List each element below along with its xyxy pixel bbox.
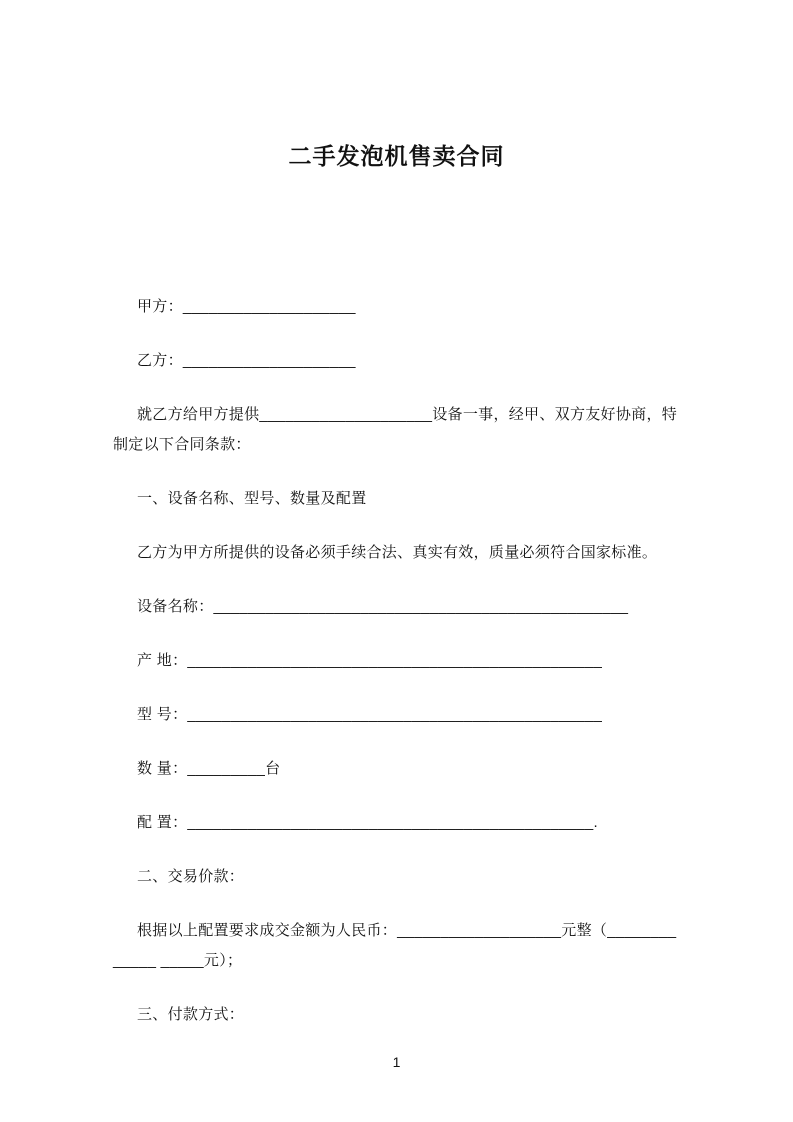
document-title: 二手发泡机售卖合同: [288, 143, 505, 169]
section-2-heading: 二、交易价款：: [137, 868, 245, 885]
field-equipment-name: 设备名称：________________________________________________: [137, 598, 629, 615]
page-number: 1: [392, 1054, 401, 1070]
section-1-heading: 一、设备名称、型号、数量及配置: [137, 490, 367, 507]
section-3-heading: 三、付款方式：: [137, 1006, 245, 1023]
field-configuration: 配 置：_______________________________________________.: [137, 814, 599, 831]
price-clause: 根据以上配置要求成交金额为人民币：___________________元整（_____________ _____元）；: [113, 922, 677, 969]
intro-paragraph: 就乙方给甲方提供____________________设备一事，经甲、双方友好协商，特制定以下合同条款：: [113, 406, 678, 453]
section-1-clause: 乙方为甲方所提供的设备必须手续合法、真实有效，质量必须符合国家标准。: [137, 544, 658, 561]
field-model: 型 号：________________________________________________: [137, 706, 603, 723]
field-origin: 产 地：________________________________________________: [137, 652, 603, 669]
document-body: [113, 292, 680, 1030]
party-a-line: 甲方：____________________: [137, 298, 356, 315]
party-b-line: 乙方：____________________: [137, 352, 356, 369]
field-quantity: 数 量：_________台: [137, 760, 281, 777]
